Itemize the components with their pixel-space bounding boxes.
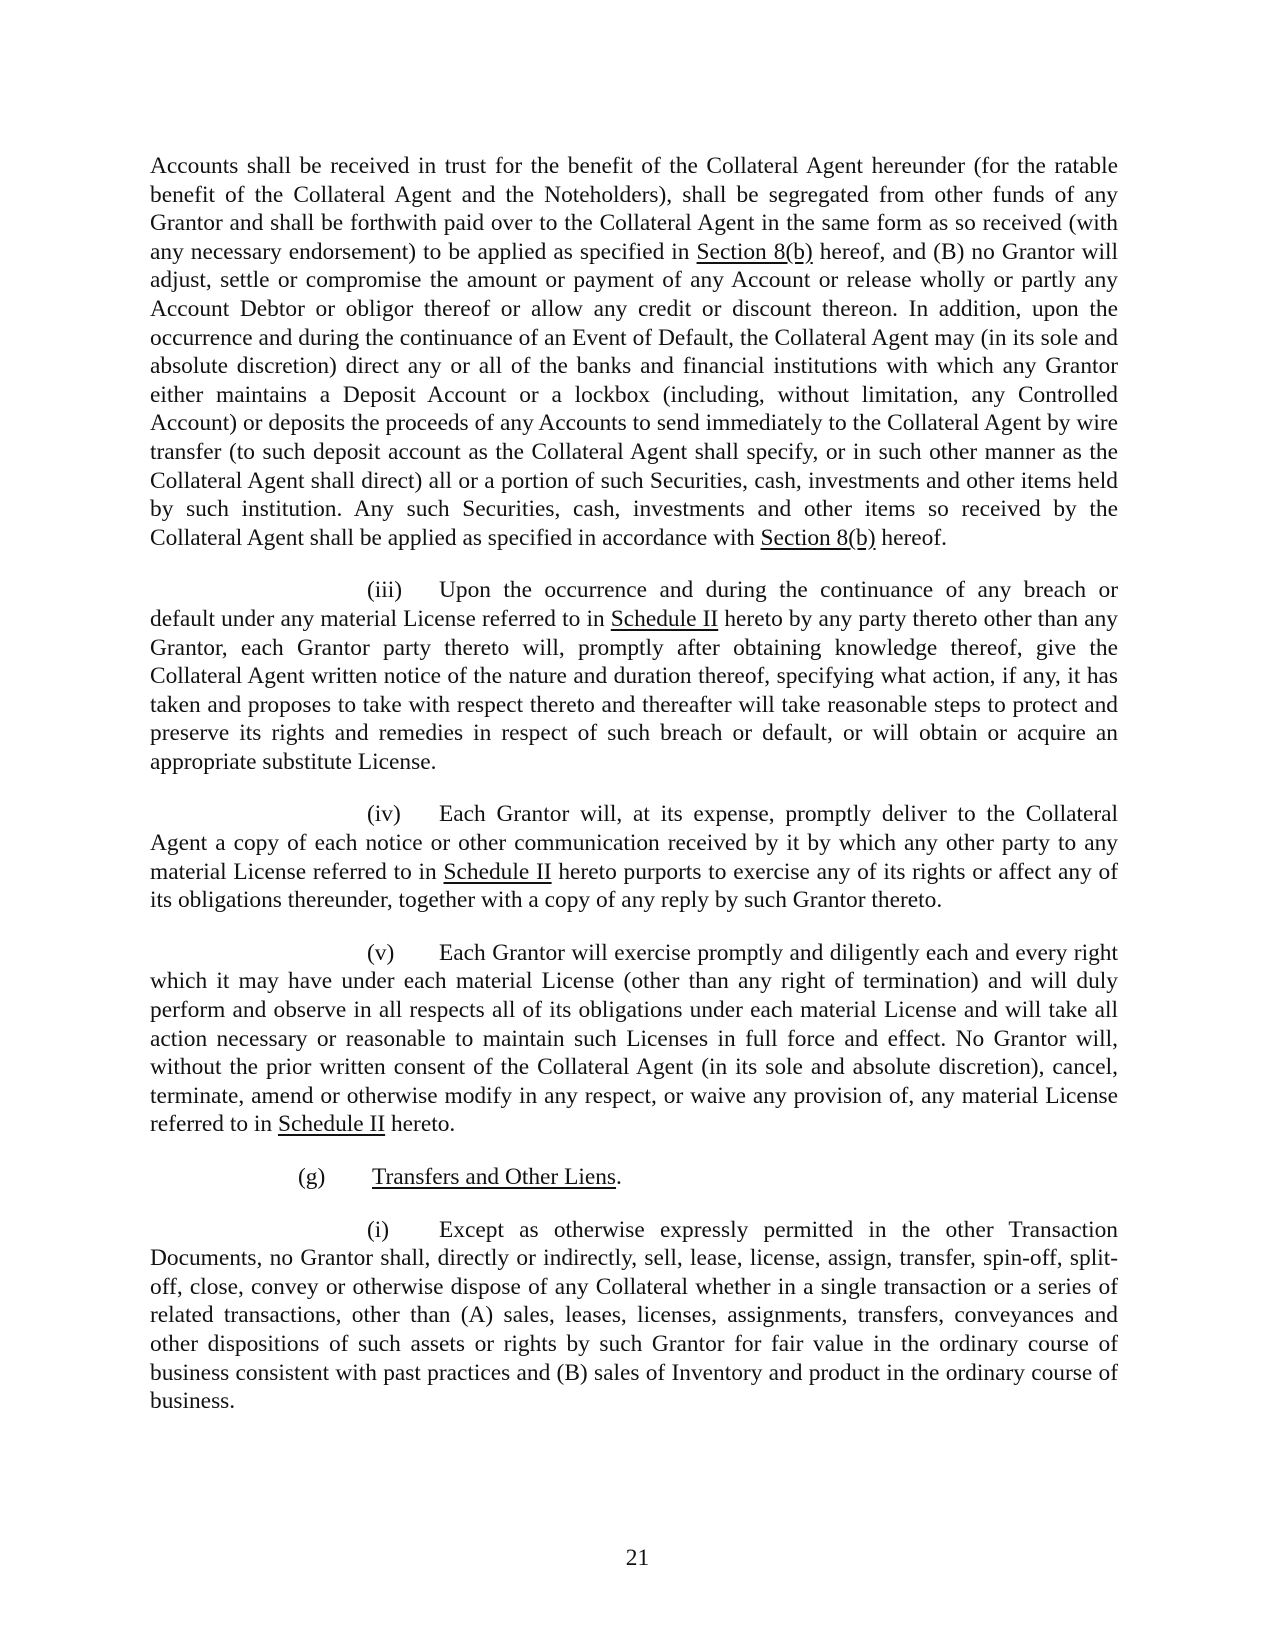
section-title: Transfers and Other Liens bbox=[372, 1164, 617, 1190]
paragraph-text: Each Grantor will exercise promptly and diligently each and every right which it may have under each material License (other than any right of termination) and will duly perform and observe in all respects all of its obligations under each material License and will take all action necessary or reasonable to maintain such Licenses in full force and effect. No Grantor will, without the prior written consent of the Collateral Agent (in its sole and absolute discretion), cancel, terminate, amend or otherwise modify in any respect, or waive any provision of, any material License referred to in bbox=[150, 939, 1118, 1138]
section-title-suffix: . bbox=[616, 1164, 622, 1190]
clause-number: (i) bbox=[367, 1216, 390, 1243]
section-number: (g) bbox=[298, 1164, 326, 1190]
paragraph-iii bbox=[150, 576, 1118, 776]
paragraph-text: Upon the occurrence and during the continuance of any breach or default under any material License referred to in bbox=[150, 577, 1118, 632]
paragraph-text: Each Grantor will, at its expense, promptly deliver to the Collateral Agent a copy of each notice or other communication received by it by which any other party to any material License referred to in bbox=[150, 801, 1118, 885]
section-heading-g bbox=[150, 1163, 1118, 1192]
paragraph-text: hereto purports to exercise any of its rights or affect any of its obligations thereunder, together with a copy of any reply by such Grantor thereto. bbox=[150, 858, 1119, 914]
paragraph-accounts-continued bbox=[150, 152, 1118, 552]
clause-number: (v) bbox=[367, 939, 395, 966]
paragraph-v bbox=[150, 939, 1118, 1139]
schedule-ii-reference: Schedule II bbox=[610, 605, 719, 632]
paragraph-text: Accounts shall be received in trust for the benefit of the Collateral Agent hereunder (for the ratable benefit of the Collateral Agent and the Noteholders), shall be segregated from other funds of any Grantor and shall be forthwith paid over to the Collateral Agent in the same form as so received (with any necessary endorsement) to be applied as specified in bbox=[150, 153, 1118, 265]
clause-number: (iii) bbox=[367, 577, 403, 604]
section-8b-reference: Section 8(b) bbox=[696, 238, 813, 265]
paragraph-text: hereof, and (B) no Grantor will adjust, settle or compromise the amount or payment of any Account or release wholly or partly any Account Debtor or obligor thereof or allow any credit or discount thereon. In addition, upon the occurrence and during the continuance of an Event of Default, the Collateral Agent may (in its sole and absolute discretion) direct any or all of the banks and financial institutions with which any Grantor either maintains a Deposit Account or a lockbox (including, without limitation, any Controlled Account) or deposits the proceeds of any Accounts to send immediately to the Collateral Agent by wire transfer (to such deposit account as the Collateral Agent shall specify, or in such other manner as the Collateral Agent shall direct) all or a portion of such Securities, cash, investments and other items held by such institution. Any such Securities, cash, investments and other items so received by the Collateral Agent shall be applied as specified in accordance with bbox=[150, 238, 1118, 551]
paragraph-text: hereto by any party thereto other than any Grantor, each Grantor party thereto will, promptly after obtaining knowledge thereof, give the Collateral Agent written notice of the nature and duration thereof, specifying what action, if any, it has taken and proposes to take with respect thereto and thereafter will take reasonable steps to protect and preserve its rights and remedies in respect of such breach or default, or will obtain or acquire an appropriate substitute License. bbox=[150, 605, 1118, 775]
paragraph-text: Except as otherwise expressly permitted in the other Transaction Documents, no Grantor shall, directly or indirectly, sell, lease, license, assign, transfer, spin-off, split-off, close, convey or otherwise dispose of any Collateral whether in a single transaction or a series of related transactions, other than (A) sales, leases, licenses, assignments, transfers, conveyances and other dispositions of such assets or rights by such Grantor for fair value in the ordinary course of business consistent with past practices and (B) sales of Inventory and product in the ordinary course of business. bbox=[150, 1216, 1118, 1415]
page-number: 21 bbox=[625, 1545, 650, 1571]
document-body bbox=[150, 152, 1118, 1416]
paragraph-text: hereto. bbox=[385, 1111, 456, 1138]
schedule-ii-reference: Schedule II bbox=[443, 858, 552, 885]
paragraph-i bbox=[150, 1216, 1118, 1416]
schedule-ii-reference: Schedule II bbox=[277, 1111, 386, 1138]
section-8b-reference: Section 8(b) bbox=[760, 524, 876, 551]
paragraph-iv bbox=[150, 800, 1118, 914]
paragraph-text: hereof. bbox=[875, 524, 947, 551]
clause-number: (iv) bbox=[367, 801, 401, 828]
